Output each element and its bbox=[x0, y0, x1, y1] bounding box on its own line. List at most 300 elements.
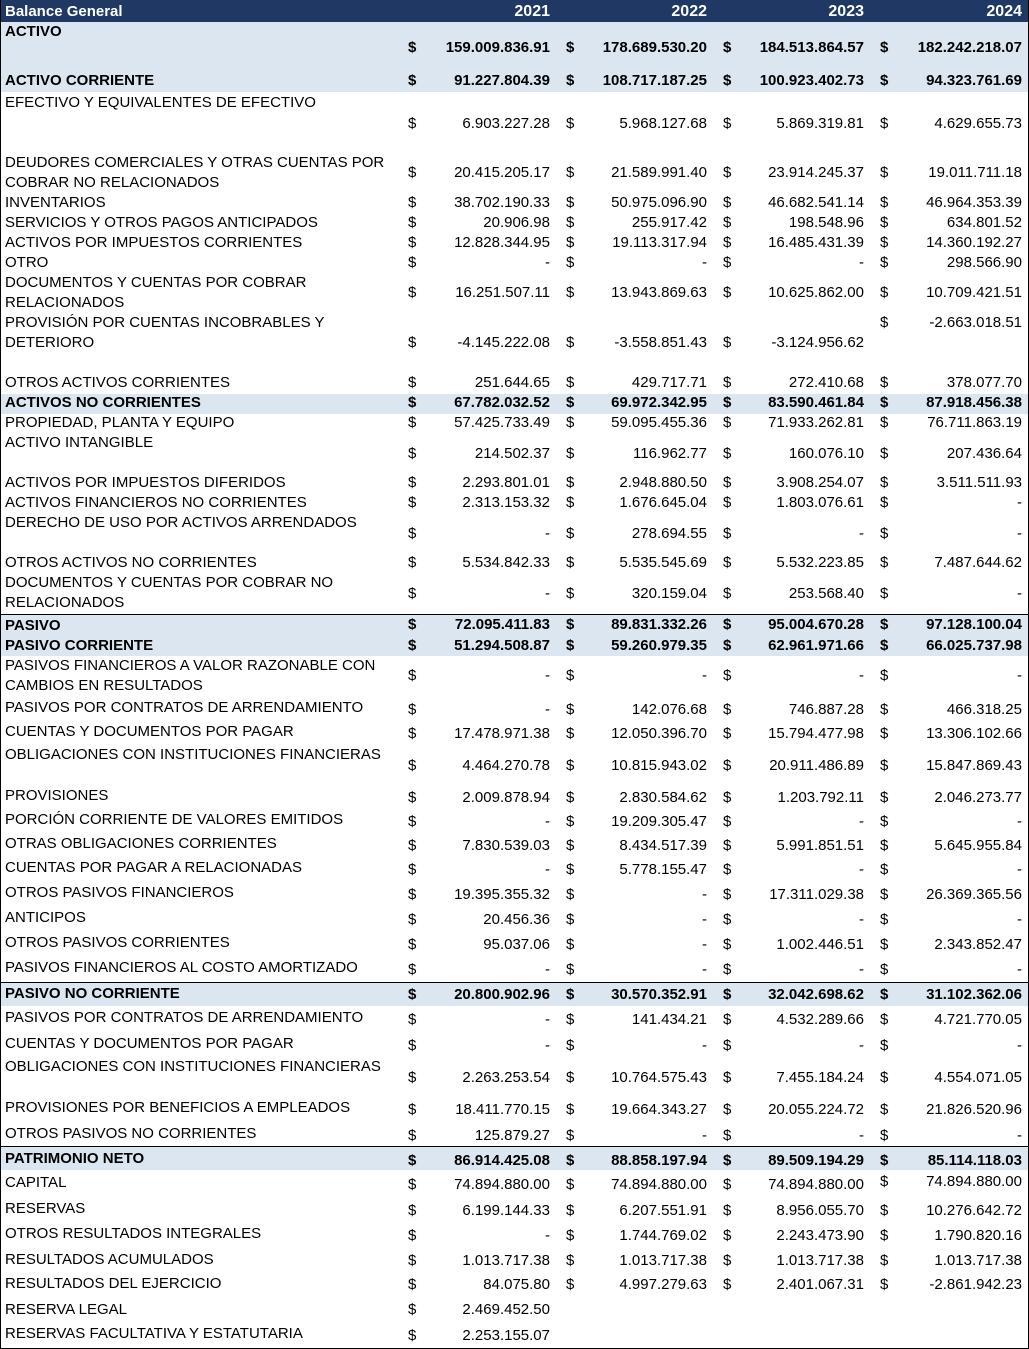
value-2021: 6.199.144.33 bbox=[462, 1202, 550, 1219]
table-row-activo-intangible bbox=[1, 434, 1028, 474]
currency-symbol: $ bbox=[408, 1276, 417, 1293]
currency-symbol: $ bbox=[880, 1011, 889, 1028]
currency-symbol: $ bbox=[723, 1202, 732, 1219]
currency-symbol: $ bbox=[723, 1037, 732, 1054]
currency-symbol: $ bbox=[408, 1327, 417, 1344]
currency-symbol: $ bbox=[723, 936, 732, 953]
currency-symbol: $ bbox=[880, 214, 889, 231]
currency-symbol: $ bbox=[408, 445, 417, 462]
value-2022: 13.943.869.63 bbox=[611, 284, 707, 301]
value-2023: 1.013.717.38 bbox=[776, 1252, 864, 1269]
value-2022: 5.778.155.47 bbox=[619, 861, 707, 878]
value-2021: - bbox=[545, 961, 550, 978]
value-2023: 100.923.402.73 bbox=[759, 72, 864, 89]
table-row-cuentas-y-documentos-por-pagar bbox=[1, 720, 1028, 744]
currency-symbol: $ bbox=[723, 72, 732, 89]
currency-symbol: $ bbox=[566, 194, 575, 211]
currency-symbol: $ bbox=[566, 445, 575, 462]
value-2023: - bbox=[859, 525, 864, 542]
row-label: PATRIMONIO NETO bbox=[5, 1150, 145, 1167]
table-row-porcion-corriente-de-valores-emitidos bbox=[1, 808, 1028, 832]
value-2022: 2.948.880.50 bbox=[619, 474, 707, 491]
currency-symbol: $ bbox=[723, 757, 732, 774]
currency-symbol: $ bbox=[880, 414, 889, 431]
currency-symbol: $ bbox=[880, 1276, 889, 1293]
table-row-activos-por-impuestos-corrientes bbox=[1, 234, 1028, 254]
currency-symbol: $ bbox=[723, 667, 732, 684]
value-2023: 4.532.289.66 bbox=[776, 1011, 864, 1028]
row-label: DOCUMENTOS Y CUENTAS POR COBRAR NO RELACIONADOS bbox=[5, 574, 334, 611]
currency-symbol: $ bbox=[566, 1152, 575, 1169]
currency-symbol: $ bbox=[723, 284, 732, 301]
value-2021: 2.469.452.50 bbox=[462, 1301, 550, 1318]
currency-symbol: $ bbox=[566, 936, 575, 953]
currency-symbol: $ bbox=[723, 164, 732, 181]
currency-symbol: $ bbox=[566, 374, 575, 391]
currency-symbol: $ bbox=[566, 254, 575, 271]
value-2024: 26.369.365.56 bbox=[926, 886, 1022, 903]
value-2023: 20.911.486.89 bbox=[769, 757, 864, 774]
currency-symbol: $ bbox=[566, 585, 575, 602]
table-row-otras-obligaciones-corrientes bbox=[1, 832, 1028, 856]
value-2022: - bbox=[702, 1127, 707, 1144]
currency-symbol: $ bbox=[408, 234, 417, 251]
sheet-title: Balance General bbox=[5, 3, 123, 20]
currency-symbol: $ bbox=[723, 961, 732, 978]
row-label: PASIVO bbox=[5, 617, 61, 634]
currency-symbol: $ bbox=[723, 1101, 732, 1118]
currency-symbol: $ bbox=[880, 1152, 889, 1169]
value-2022: - bbox=[702, 667, 707, 684]
currency-symbol: $ bbox=[880, 284, 889, 301]
currency-symbol: $ bbox=[408, 194, 417, 211]
currency-symbol: $ bbox=[566, 234, 575, 251]
currency-symbol: $ bbox=[566, 1069, 575, 1086]
row-label: RESULTADOS ACUMULADOS bbox=[5, 1251, 214, 1268]
currency-symbol: $ bbox=[880, 1173, 889, 1190]
currency-symbol: $ bbox=[566, 986, 575, 1003]
value-2022: 8.434.517.39 bbox=[619, 837, 707, 854]
currency-symbol: $ bbox=[408, 725, 417, 742]
currency-symbol: $ bbox=[880, 886, 889, 903]
value-2021: 2.009.878.94 bbox=[462, 789, 550, 806]
value-2022: - bbox=[702, 961, 707, 978]
value-2024: - bbox=[1017, 525, 1022, 542]
value-2022: 4.997.279.63 bbox=[619, 1276, 707, 1293]
value-2024: 76.711.863.19 bbox=[927, 414, 1022, 431]
value-2023: 272.410.68 bbox=[788, 374, 864, 391]
row-label: CUENTAS Y DOCUMENTOS POR PAGAR bbox=[5, 723, 294, 740]
currency-symbol: $ bbox=[880, 194, 889, 211]
currency-symbol: $ bbox=[408, 585, 417, 602]
currency-symbol: $ bbox=[408, 701, 417, 718]
currency-symbol: $ bbox=[723, 1252, 732, 1269]
value-2024: - bbox=[1017, 861, 1022, 878]
table-row-deudores-comerciales-y-otras-cuentas-por-cobrar-no-relacionados bbox=[1, 152, 1028, 194]
table-row-activos-no-corrientes bbox=[1, 394, 1028, 414]
value-2023: 746.887.28 bbox=[788, 701, 864, 718]
currency-symbol: $ bbox=[880, 554, 889, 571]
currency-symbol: $ bbox=[880, 616, 889, 633]
value-2024: - bbox=[1017, 961, 1022, 978]
row-label: OTROS PASIVOS FINANCIEROS bbox=[5, 884, 234, 901]
value-2024: 31.102.362.06 bbox=[926, 986, 1022, 1003]
currency-symbol: $ bbox=[880, 813, 889, 830]
currency-symbol: $ bbox=[723, 445, 732, 462]
table-row-resultados-acumulados bbox=[1, 1248, 1028, 1272]
value-2022: 1.744.769.02 bbox=[619, 1227, 707, 1244]
row-label: DERECHO DE USO POR ACTIVOS ARRENDADOS bbox=[5, 514, 357, 531]
currency-symbol: $ bbox=[880, 115, 889, 132]
table-row-pasivo bbox=[1, 614, 1028, 636]
row-label: PORCIÓN CORRIENTE DE VALORES EMITIDOS bbox=[5, 811, 344, 828]
value-2024: 634.801.52 bbox=[946, 214, 1022, 231]
value-2021: - bbox=[545, 1011, 550, 1028]
currency-symbol: $ bbox=[880, 39, 889, 56]
row-label: ACTIVO CORRIENTE bbox=[5, 72, 155, 89]
row-label: PASIVO CORRIENTE bbox=[5, 637, 154, 654]
row-label: OTROS RESULTADOS INTEGRALES bbox=[5, 1225, 262, 1242]
currency-symbol: $ bbox=[566, 861, 575, 878]
currency-symbol: $ bbox=[566, 494, 575, 511]
row-label: OTROS ACTIVOS NO CORRIENTES bbox=[5, 554, 257, 571]
currency-symbol: $ bbox=[723, 1011, 732, 1028]
value-2022: 19.113.317.94 bbox=[612, 234, 707, 251]
currency-symbol: $ bbox=[408, 1127, 417, 1144]
value-2022: 89.831.332.26 bbox=[611, 616, 707, 633]
value-2021: 19.395.355.32 bbox=[454, 886, 550, 903]
row-label: ACTIVO bbox=[5, 23, 62, 40]
currency-symbol: $ bbox=[566, 1037, 575, 1054]
value-2022: - bbox=[702, 911, 707, 928]
value-2022: 108.717.187.25 bbox=[602, 72, 707, 89]
value-2021: 2.263.253.54 bbox=[462, 1069, 550, 1086]
currency-symbol: $ bbox=[408, 1069, 417, 1086]
value-2022: 74.894.880.00 bbox=[611, 1176, 707, 1193]
value-2022: 69.972.342.95 bbox=[611, 394, 707, 411]
currency-symbol: $ bbox=[723, 585, 732, 602]
value-2022: 88.858.197.94 bbox=[611, 1152, 707, 1169]
currency-symbol: $ bbox=[408, 374, 417, 391]
row-label: OBLIGACIONES CON INSTITUCIONES FINANCIERAS bbox=[5, 1058, 381, 1075]
value-2023: -3.124.956.62 bbox=[771, 334, 864, 351]
currency-symbol: $ bbox=[566, 39, 575, 56]
currency-symbol: $ bbox=[723, 861, 732, 878]
value-2021: - bbox=[545, 525, 550, 542]
value-2023: 20.055.224.72 bbox=[768, 1101, 864, 1118]
currency-symbol: $ bbox=[723, 525, 732, 542]
row-label: CAPITAL bbox=[5, 1174, 67, 1191]
value-2021: 20.800.902.96 bbox=[454, 986, 550, 1003]
value-2024: 4.721.770.05 bbox=[934, 1011, 1022, 1028]
currency-symbol: $ bbox=[723, 789, 732, 806]
currency-symbol: $ bbox=[566, 72, 575, 89]
currency-symbol: $ bbox=[566, 961, 575, 978]
value-2022: 10.815.943.02 bbox=[611, 757, 707, 774]
value-2024: 10.709.421.51 bbox=[926, 284, 1022, 301]
currency-symbol: $ bbox=[566, 667, 575, 684]
value-2024: 87.918.456.38 bbox=[926, 394, 1022, 411]
currency-symbol: $ bbox=[408, 861, 417, 878]
table-row-otros-activos-corrientes bbox=[1, 374, 1028, 394]
table-row-provisiones bbox=[1, 784, 1028, 808]
row-label: OTRO bbox=[5, 254, 49, 271]
currency-symbol: $ bbox=[566, 1176, 575, 1193]
value-2024: 378.077.70 bbox=[946, 374, 1022, 391]
value-2021: 20.415.205.17 bbox=[454, 164, 550, 181]
row-label: RESULTADOS DEL EJERCICIO bbox=[5, 1275, 222, 1292]
table-row-documentos-y-cuentas-por-cobrar-no-relacionados bbox=[1, 574, 1028, 614]
currency-symbol: $ bbox=[723, 911, 732, 928]
currency-symbol: $ bbox=[408, 1227, 417, 1244]
table-row-patrimonio-neto bbox=[1, 1146, 1028, 1170]
currency-symbol: $ bbox=[880, 234, 889, 251]
currency-symbol: $ bbox=[880, 474, 889, 491]
value-2024: 7.487.644.62 bbox=[934, 554, 1022, 571]
currency-symbol: $ bbox=[408, 637, 417, 654]
value-2021: 214.502.37 bbox=[474, 445, 550, 462]
value-2024: 3.511.511.93 bbox=[936, 474, 1022, 491]
currency-symbol: $ bbox=[723, 1152, 732, 1169]
value-2022: 6.207.551.91 bbox=[619, 1202, 707, 1219]
currency-symbol: $ bbox=[723, 616, 732, 633]
value-2023: 160.076.10 bbox=[788, 445, 864, 462]
currency-symbol: $ bbox=[566, 525, 575, 542]
value-2024: - bbox=[1017, 667, 1022, 684]
value-2022: 21.589.991.40 bbox=[611, 164, 707, 181]
value-2022: 59.095.455.36 bbox=[611, 414, 707, 431]
value-2023: 198.548.96 bbox=[788, 214, 864, 231]
currency-symbol: $ bbox=[723, 637, 732, 654]
currency-symbol: $ bbox=[880, 986, 889, 1003]
value-2021: 2.253.155.07 bbox=[462, 1327, 550, 1344]
currency-symbol: $ bbox=[566, 1202, 575, 1219]
value-2023: 7.455.184.24 bbox=[776, 1069, 864, 1086]
currency-symbol: $ bbox=[566, 637, 575, 654]
row-label: PASIVOS POR CONTRATOS DE ARRENDAMIENTO bbox=[5, 1009, 364, 1026]
currency-symbol: $ bbox=[723, 1176, 732, 1193]
value-2024: 1.013.717.38 bbox=[934, 1252, 1022, 1269]
value-2024: 5.645.955.84 bbox=[934, 837, 1022, 854]
currency-symbol: $ bbox=[408, 284, 417, 301]
currency-symbol: $ bbox=[566, 214, 575, 231]
value-2023: - bbox=[859, 861, 864, 878]
currency-symbol: $ bbox=[566, 1227, 575, 1244]
currency-symbol: $ bbox=[408, 757, 417, 774]
currency-symbol: $ bbox=[880, 1069, 889, 1086]
value-2023: - bbox=[859, 911, 864, 928]
currency-symbol: $ bbox=[880, 837, 889, 854]
currency-symbol: $ bbox=[566, 284, 575, 301]
value-2021: 20.906.98 bbox=[483, 214, 550, 231]
currency-symbol: $ bbox=[880, 1252, 889, 1269]
value-2023: 15.794.477.98 bbox=[768, 725, 864, 742]
value-2023: 184.513.864.57 bbox=[759, 39, 864, 56]
currency-symbol: $ bbox=[408, 961, 417, 978]
row-label: OTRAS OBLIGACIONES CORRIENTES bbox=[5, 835, 277, 852]
value-2022: 1.013.717.38 bbox=[619, 1252, 707, 1269]
currency-symbol: $ bbox=[880, 1127, 889, 1144]
row-label: ACTIVO INTANGIBLE bbox=[5, 434, 154, 451]
value-2024: - bbox=[1017, 1037, 1022, 1054]
header-row bbox=[1, 0, 1028, 22]
table-row-otro bbox=[1, 254, 1028, 274]
value-2024: 2.343.852.47 bbox=[934, 936, 1022, 953]
value-2022: 12.050.396.70 bbox=[611, 725, 707, 742]
value-2023: - bbox=[859, 254, 864, 271]
value-2022: 278.694.55 bbox=[631, 525, 707, 542]
value-2023: - bbox=[859, 961, 864, 978]
currency-symbol: $ bbox=[566, 886, 575, 903]
table-row-inventarios bbox=[1, 194, 1028, 214]
currency-symbol: $ bbox=[880, 1202, 889, 1219]
value-2023: - bbox=[859, 813, 864, 830]
currency-symbol: $ bbox=[408, 1202, 417, 1219]
currency-symbol: $ bbox=[880, 445, 889, 462]
currency-symbol: $ bbox=[566, 334, 575, 351]
value-2023: 16.485.431.39 bbox=[768, 234, 864, 251]
currency-symbol: $ bbox=[880, 1101, 889, 1118]
currency-symbol: $ bbox=[408, 39, 417, 56]
currency-symbol: $ bbox=[566, 616, 575, 633]
row-label: RESERVAS FACULTATIVA Y ESTATUTARIA bbox=[5, 1325, 303, 1342]
year-2024: 2024 bbox=[986, 3, 1022, 20]
table-row-otros-pasivos-corrientes bbox=[1, 930, 1028, 956]
table-row-cuentas-por-pagar-a-relacionadas bbox=[1, 856, 1028, 880]
value-2023: 8.956.055.70 bbox=[776, 1202, 864, 1219]
row-label: PROPIEDAD, PLANTA Y EQUIPO bbox=[5, 414, 235, 431]
value-2021: - bbox=[545, 861, 550, 878]
currency-symbol: $ bbox=[880, 911, 889, 928]
row-label: RESERVAS bbox=[5, 1200, 86, 1217]
table-row-documentos-y-cuentas-por-cobrar-relacionados bbox=[1, 274, 1028, 314]
value-2023: 5.869.319.81 bbox=[776, 115, 864, 132]
table-row-reservas-facultativa-y-estatutaria bbox=[1, 1322, 1028, 1348]
value-2021: 16.251.507.11 bbox=[455, 284, 550, 301]
currency-symbol: $ bbox=[408, 1301, 417, 1318]
currency-symbol: $ bbox=[566, 1276, 575, 1293]
currency-symbol: $ bbox=[723, 394, 732, 411]
year-2023: 2023 bbox=[828, 3, 864, 20]
value-2024: 97.128.100.04 bbox=[926, 616, 1022, 633]
currency-symbol: $ bbox=[880, 861, 889, 878]
value-2024: 15.847.869.43 bbox=[926, 757, 1022, 774]
table-row-reserva-legal bbox=[1, 1298, 1028, 1322]
value-2021: 17.478.971.38 bbox=[454, 725, 550, 742]
currency-symbol: $ bbox=[408, 616, 417, 633]
row-label: PROVISIONES POR BENEFICIOS A EMPLEADOS bbox=[5, 1099, 351, 1116]
value-2024: 4.554.071.05 bbox=[934, 1069, 1022, 1086]
currency-symbol: $ bbox=[880, 254, 889, 271]
currency-symbol: $ bbox=[566, 725, 575, 742]
currency-symbol: $ bbox=[723, 194, 732, 211]
value-2022: 50.975.096.90 bbox=[611, 194, 707, 211]
value-2023: 5.991.851.51 bbox=[776, 837, 864, 854]
currency-symbol: $ bbox=[723, 554, 732, 571]
row-label: OTROS PASIVOS NO CORRIENTES bbox=[5, 1125, 257, 1142]
value-2022: 320.159.04 bbox=[631, 585, 707, 602]
value-2021: - bbox=[545, 254, 550, 271]
value-2024: 14.360.192.27 bbox=[926, 234, 1022, 251]
row-label: OBLIGACIONES CON INSTITUCIONES FINANCIERAS bbox=[5, 746, 381, 763]
value-2022: 2.830.584.62 bbox=[619, 789, 707, 806]
value-2022: 255.917.42 bbox=[631, 214, 707, 231]
value-2023: 1.203.792.11 bbox=[777, 789, 864, 806]
table-row-efectivo-y-equivalentes-de-efectivo bbox=[1, 92, 1028, 152]
currency-symbol: $ bbox=[723, 414, 732, 431]
currency-symbol: $ bbox=[880, 725, 889, 742]
currency-symbol: $ bbox=[408, 1037, 417, 1054]
table-row-otros-pasivos-no-corrientes bbox=[1, 1122, 1028, 1146]
table-row-obligaciones-con-instituciones-financieras bbox=[1, 744, 1028, 784]
row-label: PROVISIONES bbox=[5, 787, 109, 804]
currency-symbol: $ bbox=[408, 474, 417, 491]
value-2023: 3.908.254.07 bbox=[776, 474, 864, 491]
value-2021: - bbox=[545, 813, 550, 830]
table-row-reservas bbox=[1, 1196, 1028, 1222]
currency-symbol: $ bbox=[566, 1101, 575, 1118]
currency-symbol: $ bbox=[566, 911, 575, 928]
currency-symbol: $ bbox=[408, 1152, 417, 1169]
value-2022: 30.570.352.91 bbox=[611, 986, 707, 1003]
currency-symbol: $ bbox=[880, 789, 889, 806]
value-2021: 72.095.411.83 bbox=[454, 616, 550, 633]
value-2024: 1.790.820.16 bbox=[934, 1227, 1022, 1244]
value-2023: 253.568.40 bbox=[788, 585, 864, 602]
value-2021: 4.464.270.78 bbox=[462, 757, 550, 774]
currency-symbol: $ bbox=[566, 701, 575, 718]
currency-symbol: $ bbox=[880, 1037, 889, 1054]
value-2024: -2.861.942.23 bbox=[929, 1276, 1022, 1293]
currency-symbol: $ bbox=[408, 911, 417, 928]
value-2023: 2.401.067.31 bbox=[776, 1276, 864, 1293]
value-2021: 51.294.508.87 bbox=[454, 637, 550, 654]
value-2022: - bbox=[702, 886, 707, 903]
value-2023: - bbox=[859, 1127, 864, 1144]
table-row-pasivo-corriente bbox=[1, 636, 1028, 656]
currency-symbol: $ bbox=[408, 1252, 417, 1269]
value-2021: 18.411.770.15 bbox=[455, 1101, 550, 1118]
value-2022: 178.689.530.20 bbox=[602, 39, 707, 56]
value-2023: 17.311.029.38 bbox=[769, 886, 864, 903]
currency-symbol: $ bbox=[723, 254, 732, 271]
table-row-resultados-del-ejercicio bbox=[1, 1272, 1028, 1298]
table-row-obligaciones-con-instituciones-financieras bbox=[1, 1056, 1028, 1096]
currency-symbol: $ bbox=[723, 39, 732, 56]
table-row-activo-corriente bbox=[1, 70, 1028, 92]
table-row-cuentas-y-documentos-por-pagar bbox=[1, 1032, 1028, 1056]
value-2021: - bbox=[545, 1037, 550, 1054]
value-2021: 2.293.801.01 bbox=[462, 474, 550, 491]
currency-symbol: $ bbox=[566, 1127, 575, 1144]
value-2023: 32.042.698.62 bbox=[768, 986, 864, 1003]
table-row-servicios-y-otros-pagos-anticipados bbox=[1, 214, 1028, 234]
currency-symbol: $ bbox=[723, 494, 732, 511]
currency-symbol: $ bbox=[880, 961, 889, 978]
currency-symbol: $ bbox=[408, 667, 417, 684]
currency-symbol: $ bbox=[408, 886, 417, 903]
currency-symbol: $ bbox=[566, 474, 575, 491]
currency-symbol: $ bbox=[408, 936, 417, 953]
value-2023: 71.933.262.81 bbox=[768, 414, 864, 431]
value-2021: 38.702.190.33 bbox=[454, 194, 550, 211]
value-2024: 46.964.353.39 bbox=[926, 194, 1022, 211]
row-label: OTROS PASIVOS CORRIENTES bbox=[5, 934, 230, 951]
value-2024: 207.436.64 bbox=[946, 445, 1022, 462]
value-2023: 74.894.880.00 bbox=[768, 1176, 864, 1193]
currency-symbol: $ bbox=[566, 394, 575, 411]
value-2024: - bbox=[1017, 585, 1022, 602]
